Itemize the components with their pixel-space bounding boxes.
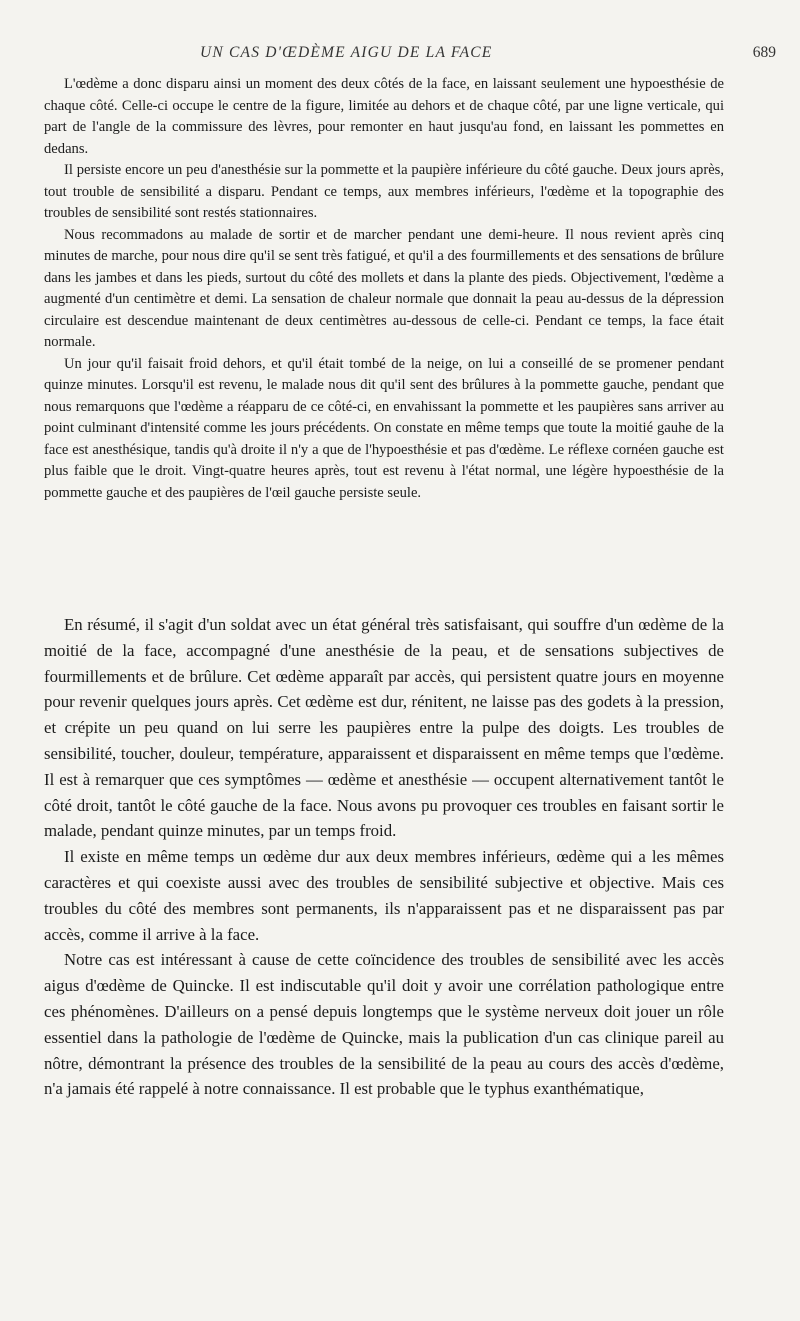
page-number: 689: [752, 44, 776, 61]
paragraph-anesthesia-persists: Il persiste encore un peu d'anesthésie sur la pommette et la paupière inférieure du côté gauche. Deux jours après, tout trouble de sensibilité a disparu. Pendant ce temps, aux membres inférieurs, l'œdème et la topographie des troubles de sensibilité sont restés stationnaires.: [44, 162, 724, 221]
paragraph-walking-test: Nous recommadons au malade de sortir et de marcher pendant une demi-heure. Il nous revient après cinq minutes de marche, pour nous dire qu'il se sent très fatigué, et qu'il a des fourmillements et des sensations de brûlure dans les jambes et dans les pieds, surtout du côté des mollets et dans la plante des pieds. Objectivement, l'œdème a augmenté d'un centimètre et demi. La sensation de chaleur normale que donnait la peau au-dessus de la dépression circulaire est descendue maintenant de deux centimètres au-dessous de celle-ci. Pendant ce temps, la face était normale.: [44, 226, 724, 350]
paragraph-cold-day-test: Un jour qu'il faisait froid dehors, et qu'il était tombé de la neige, on lui a conseillé de se promener pendant quinze minutes. Lorsqu'il est revenu, le malade nous dit qu'il sent des brûlures à la pommette gauche, pendant que nous remarquons que l'œdème a réapparu de ce côté-ci, en envahissant la pommette et les paupières sans arriver au point culminant d'intensité comme les jours précédents. On constate en même temps que toute la moitié gauhe de la face est anesthésique, tandis qu'à droite il n'y a que de l'hypoesthésie et pas d'œdème. Le réflexe cornéen gauche est plus faible que le droit. Vingt-quatre heures après, tout est revenu à l'état normal, une légère hypoesthésie de la pommette gauche et des paupières de l'œil gauche persiste seule.: [44, 355, 724, 501]
paragraph-interest-of-case: Notre cas est intéressant à cause de cette coïncidence des troubles de sensibilité avec les accès aigus d'œdème de Quincke. Il est indiscutable qu'il doit y avoir une corrélation pathologique entre ces phénomènes. D'ailleurs on a pensé depuis longtemps que le système nerveux doit jouer un rôle essentiel dans la pathologie de l'œdème de Quincke, mais la publication d'un cas clinique pareil au nôtre, démontrant la présence des troubles de la sensibilité de la peau au cours des accès d'œdème, n'a jamais été rappelé à notre connaissance. Il est probable que le typhus exanthématique,: [44, 950, 724, 1099]
discussion-main-text: [44, 612, 724, 1102]
running-title: UN CAS D'ŒDÈME AIGU DE LA FACE: [200, 44, 493, 61]
paragraph-edema-disappeared: L'œdème a donc disparu ainsi un moment des deux côtés de la face, en laissant seulement une hypoesthésie de chaque côté. Celle-ci occupe le centre de la figure, limitée au dehors et de chaque côté, par une ligne verticale, qui part de l'angle de la commissure des lèvres, pour remonter en haut jusqu'au fond, en laissant les pommettes en dedans.: [44, 76, 724, 157]
paragraph-summary: En résumé, il s'agit d'un soldat avec un état général très satisfaisant, qui souffre d'un œdème de la moitié de la face, accompagné d'une anesthésie de la peau, et de sensations subjectives de fourmillements et de brûlure. Cet œdème apparaît par accès, qui persistent quatre jours en moyenne pour revenir quelques jours après. Cet œdème est dur, rénitent, ne laisse pas des godets à la pression, et crépite un peu quand on lui serre les paupières entre la pulpe des doigts. Les troubles de sensibilité, toucher, douleur, température, apparaissent et disparaissent en même temps que l'œdème. Il est à remarquer que ces symptômes — œdème et anesthésie — occupent alternativement tantôt le côté droit, tantôt le côté gauche de la face. Nous avons pu provoquer ces troubles en faisant sortir le malade, pendant quinze minutes, par un temps froid.: [44, 615, 724, 841]
paragraph-lower-limbs: Il existe en même temps un œdème dur aux deux membres inférieurs, œdème qui a les mêmes caractères et qui coexiste aussi avec des troubles de sensibilité subjective et objective. Mais ces troubles du côté des membres sont permanents, ils n'apparaissent pas et ne disparaissent pas par accès, comme il arrive à la face.: [44, 847, 724, 944]
case-observation-small-print: [44, 74, 724, 504]
